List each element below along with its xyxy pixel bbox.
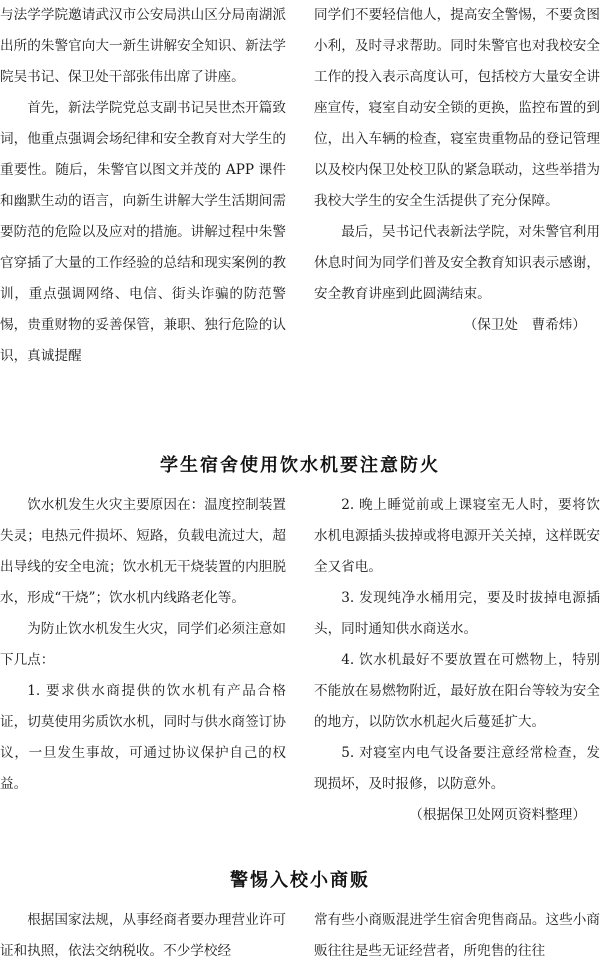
- paragraph: 为防止饮水机发生火灾，同学们必须注意如下几点：: [0, 621, 286, 668]
- paragraph: 1. 要求供水商提供的饮水机有产品合格证，切莫使用劣质饮水机，同时与供水商签订协议，一旦发生事故，可通过协议保护自己的权益。: [0, 683, 286, 792]
- paragraph: 首先，新法学院党总支副书记吴世杰开篇致词，他重点强调会场纪律和安全教育对大学生的重要性。随后，朱警官以图文并茂的 APP 课件和幽默生动的语言，向新生讲解大学生活期间需要防范的危险以及应对的措施。讲解过程中朱警官穿插了大量的工作经验的总结和现实案例的教训，重点强调网络、电信、街头诈骗的防范警惕，贵重财物的妥善保管，兼职、独行危险的认识，真诚提醒: [0, 100, 286, 364]
- article-3-title: 警惕入校小商贩: [230, 870, 370, 891]
- article-1-right-column: [314, 0, 600, 341]
- paragraph: 饮水机发生火灾主要原因在：温度控制装置失灵；电热元件损坏、短路，负载电流过大，超出导线的安全电流；饮水机无干烧装置的内胆脱水，形成“干烧”；饮水机内线路老化等。: [0, 497, 286, 606]
- article-2-source: （根据保卫处网页资料整理）: [409, 807, 586, 823]
- paragraph: 2. 晚上睡觉前或上课寝室无人时，要将饮水机电源插头拔掉或将电源开关关掉，这样既安全又省电。: [314, 497, 600, 575]
- paragraph: 4. 饮水机最好不要放置在可燃物上，特别不能放在易燃物附近，最好放在阳台等较为安全的地方，以防饮水机起火后蔓延扩大。: [314, 652, 600, 730]
- paragraph: 根据国家法规，从事经商者要办理营业许可证和执照，依法交纳税收。不少学校经: [0, 912, 286, 959]
- paragraph: 3. 发现纯净水桶用完，要及时拔掉电源插头，同时通知供水商送水。: [314, 590, 600, 637]
- paragraph: 常有些小商贩混进学生宿舍兜售商品。这些小商贩往往是些无证经营者，所兜售的往往: [314, 912, 600, 959]
- article-2-title: 学生宿舍使用饮水机要注意防火: [160, 455, 440, 476]
- article-3-right-column: [314, 905, 600, 967]
- paragraph: 5. 对寝室内电气设备要注意经常检查，发现损坏，及时报修，以防意外。: [314, 745, 600, 792]
- article-3-left-column: [0, 905, 286, 967]
- paragraph: 与法学学院邀请武汉市公安局洪山区分局南湖派出所的朱警官向大一新生讲解安全知识、新法学院吴书记、保卫处干部张伟出席了讲座。: [0, 7, 286, 85]
- article-2-right-column: [314, 490, 600, 831]
- article-1-signature: （保卫处 曹希炜）: [463, 317, 586, 333]
- paragraph: 同学们不要轻信他人，提高安全警惕，不要贪图小利，及时寻求帮助。同时朱警官也对我校安全工作的投入表示高度认可，包括校方大量安全讲座宣传，寝室自动安全锁的更换，监控布置的到位，出入车辆的检查，寝室贵重物品的登记管理以及校内保卫处校卫队的紧急联动，这些举措为我校大学生的安全生活提供了充分保障。: [314, 7, 600, 209]
- paragraph: 最后，吴书记代表新法学院，对朱警官利用休息时间为同学们普及安全教育知识表示感谢，安全教育讲座到此圆满结束。: [314, 224, 600, 302]
- article-1-left-column: [0, 0, 286, 372]
- article-2-left-column: [0, 490, 286, 800]
